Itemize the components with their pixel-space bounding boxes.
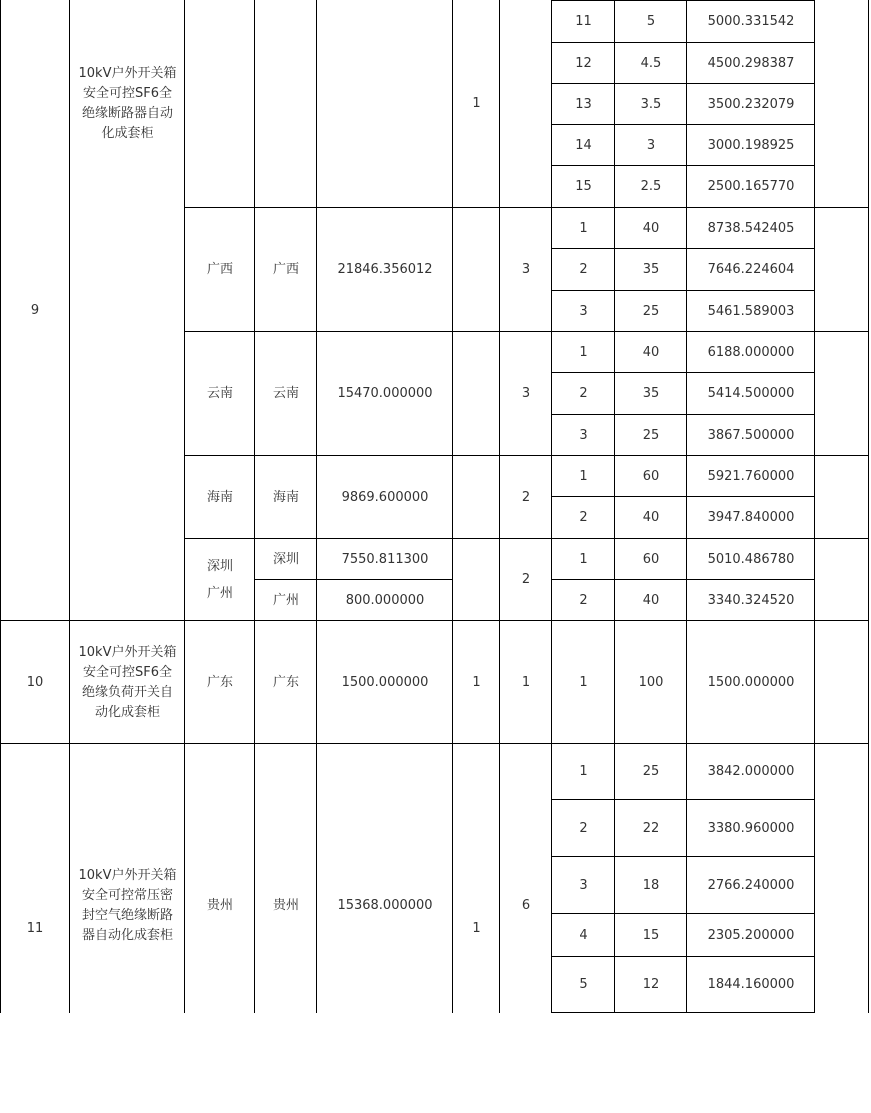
subarea-cell: 广州: [272, 592, 299, 608]
table-row-pct: 4.5: [640, 55, 662, 71]
grid-line: [551, 913, 815, 914]
table-row-value: 5461.589003: [707, 303, 795, 319]
subarea-cell: 广西: [272, 262, 299, 277]
table-row-pct: 15: [642, 927, 660, 943]
table-row-value: 3000.198925: [707, 137, 795, 153]
grid-line: [184, 538, 869, 539]
table-row-pct: 18: [642, 877, 660, 893]
subarea-cell: 云南: [272, 386, 299, 401]
table-row-value: 5000.331542: [707, 13, 795, 29]
subarea-cell: 深圳: [272, 551, 299, 567]
table-row-no: 3: [579, 877, 588, 893]
table-row-no: 2: [579, 386, 588, 401]
grid-line: [868, 0, 869, 1013]
winner-count-cell: 3: [521, 386, 531, 401]
grid-line: [551, 165, 815, 166]
table-row-pct: 12: [642, 977, 660, 992]
table-row-pct: 100: [638, 674, 664, 690]
grid-line: [551, 83, 815, 84]
grid-line: [254, 579, 453, 580]
table-row-value: 1844.160000: [707, 977, 795, 992]
table-row-pct: 60: [642, 551, 660, 567]
grid-line: [0, 620, 869, 621]
table-row-no: 1: [579, 220, 588, 236]
table-row-pct: 3: [646, 137, 656, 153]
table-row-pct: 3.5: [640, 96, 662, 112]
subarea-cell: 贵州: [272, 898, 299, 913]
table-row-no: 14: [575, 137, 592, 153]
table-row-pct: 40: [642, 510, 660, 525]
grid-line: [551, 856, 815, 857]
table-row-pct: 40: [642, 344, 660, 360]
table-row-pct: 5: [646, 13, 656, 29]
table-row-no: 1: [579, 764, 588, 779]
grid-line: [551, 42, 815, 43]
grid-line: [551, 414, 815, 415]
table-row-value: 2500.165770: [707, 179, 795, 194]
table-row-value: 2766.240000: [707, 877, 795, 893]
grid-line: [551, 579, 815, 580]
table-row-value: 5414.500000: [707, 386, 795, 401]
table-row-pct: 40: [642, 220, 660, 236]
table-row-no: 1: [579, 674, 588, 690]
table-row-no: 5: [579, 977, 588, 992]
province-cell: 广东: [206, 674, 233, 690]
table-row-no: 12: [575, 55, 592, 71]
grid-line: [254, 0, 255, 1013]
product-name: 10kV户外开关箱 安全可控SF6全 绝缘负荷开关自 动化成套柜: [78, 644, 177, 720]
grid-line: [551, 290, 815, 291]
grid-line: [452, 0, 453, 1013]
grid-line: [184, 455, 869, 456]
table-row-value: 6188.000000: [707, 344, 795, 360]
table-row-value: 1500.000000: [707, 674, 795, 690]
table-row-value: 3867.500000: [707, 427, 795, 443]
table-row-no: 2: [579, 510, 588, 525]
grid-line: [551, 372, 815, 373]
subarea-cell: 海南: [272, 489, 299, 505]
table-row-pct: 35: [642, 386, 660, 401]
table-row-pct: 25: [642, 764, 660, 779]
grid-line: [551, 248, 815, 249]
grid-line: [0, 743, 869, 744]
province-cell: 广西: [206, 262, 233, 277]
table-row-no: 1: [579, 344, 588, 360]
amount-cell: 800.000000: [345, 592, 425, 608]
amount-cell: 7550.811300: [341, 551, 429, 567]
province-cell: 深圳 广州: [206, 559, 233, 601]
table-row-no: 13: [575, 96, 592, 112]
table-row-value: 3380.960000: [707, 820, 795, 836]
table-row-value: 7646.224604: [707, 262, 795, 277]
grid-line: [551, 956, 815, 957]
table-row-value: 3500.232079: [707, 96, 795, 112]
grid-line: [69, 0, 70, 1013]
table-row-no: 1: [579, 468, 588, 484]
lot-count-cell: 1: [472, 674, 481, 690]
grid-line: [551, 799, 815, 800]
table-row-value: 2305.200000: [707, 927, 795, 943]
province-cell: 贵州: [206, 898, 233, 913]
table-row-no: 2: [579, 820, 588, 836]
table-row-value: 4500.298387: [707, 55, 795, 71]
winner-count-cell: 1: [521, 674, 531, 690]
table-row-no: 1: [579, 551, 588, 567]
seq-cell: 11: [26, 920, 44, 936]
table-row-pct: 60: [642, 468, 660, 484]
table-row-no: 3: [579, 427, 588, 443]
product-name: 10kV户外开关箱 安全可控SF6全 绝缘断路器自动 化成套柜: [78, 66, 177, 141]
grid-line: [551, 0, 552, 1013]
amount-cell: 15368.000000: [337, 898, 433, 913]
winner-count-cell: 3: [521, 262, 531, 277]
province-cell: 云南: [206, 386, 233, 401]
grid-line: [614, 0, 615, 1013]
lot-count: 1: [472, 96, 481, 111]
seq-cell: 10: [26, 674, 44, 690]
grid-line: [184, 0, 185, 1013]
grid-line: [551, 0, 815, 1]
table-row-pct: 35: [642, 262, 660, 277]
province-cell: 海南: [206, 489, 233, 505]
winner-count-cell: 2: [521, 572, 531, 587]
grid-line: [814, 0, 815, 1013]
table-row-no: 15: [575, 179, 592, 194]
table-row-pct: 25: [642, 427, 660, 443]
table-row-pct: 2.5: [640, 179, 662, 194]
table-row-pct: 40: [642, 592, 660, 608]
table-row-no: 11: [575, 13, 592, 29]
table-row-value: 3842.000000: [707, 764, 795, 779]
seq-number: 9: [30, 302, 40, 318]
table-row-no: 2: [579, 262, 588, 277]
product-name: 10kV户外开关箱 安全可控常压密 封空气绝缘断路 器自动化成套柜: [78, 868, 177, 943]
seq-cell: [0, 0, 70, 621]
lot-count-cell: [453, 0, 500, 208]
amount-cell: 1500.000000: [341, 674, 429, 690]
table-row-value: 5921.760000: [707, 468, 795, 484]
winner-count-cell: 2: [521, 489, 531, 505]
table-row-value: 3340.324520: [707, 592, 795, 608]
table-row-value: 8738.542405: [707, 220, 795, 236]
product-name-cell: [70, 0, 185, 208]
table-row-pct: 25: [642, 303, 660, 319]
amount-cell: 21846.356012: [337, 262, 433, 277]
grid-line: [499, 0, 500, 1013]
amount-cell: 9869.600000: [341, 489, 429, 505]
grid-line: [686, 0, 687, 1013]
product-name-cell: [70, 744, 185, 1068]
grid-line: [184, 207, 869, 208]
grid-line: [184, 331, 869, 332]
grid-line: [551, 496, 815, 497]
grid-line: [316, 0, 317, 1013]
table-row-no: 3: [579, 303, 588, 319]
lot-count-cell: 1: [472, 920, 481, 936]
grid-line: [551, 124, 815, 125]
amount-cell: 15470.000000: [337, 386, 433, 401]
product-name-cell: [70, 621, 185, 744]
subarea-cell: 广东: [272, 674, 299, 690]
winner-count-cell: 6: [521, 898, 531, 913]
table-row-value: 3947.840000: [707, 510, 795, 525]
grid-line: [0, 0, 1, 1013]
table-row-pct: 22: [642, 820, 660, 836]
table-row-no: 2: [579, 592, 588, 608]
table-row-value: 5010.486780: [707, 551, 795, 567]
table-row-no: 4: [579, 927, 588, 943]
